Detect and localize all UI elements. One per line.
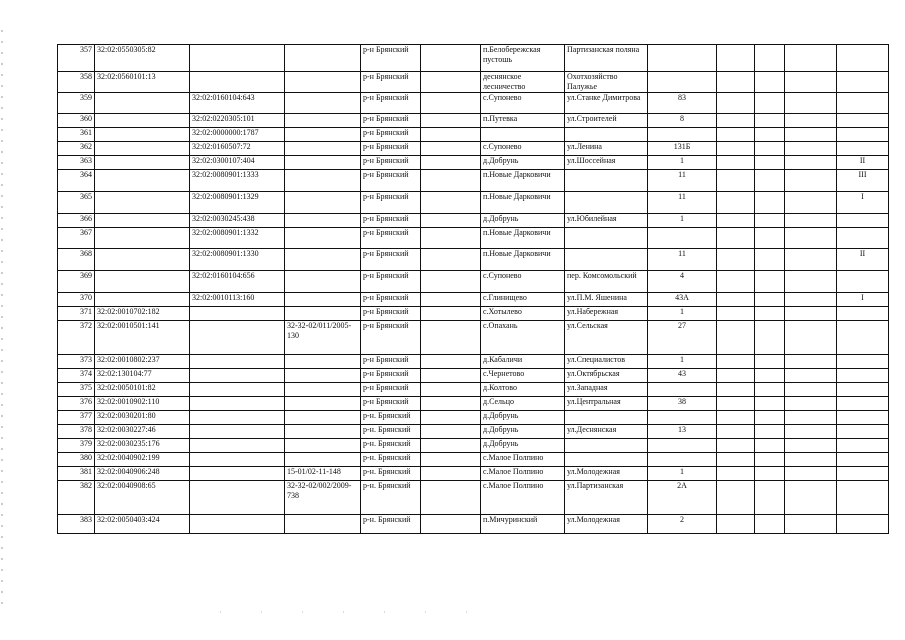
cell-district: р-н Брянский — [361, 93, 421, 114]
cell-house-number: 11 — [648, 249, 717, 271]
cell-house-number: 11 — [648, 170, 717, 192]
cell-settlement: д.Добрунь — [481, 214, 565, 228]
cell-house-number: 2А — [648, 481, 717, 515]
cell-street: ул.Станке Димитрова — [565, 93, 648, 114]
cell-settlement: с.Хотылево — [481, 307, 565, 321]
cell-settlement: д.Сельцо — [481, 397, 565, 411]
cell-row-number: 360 — [58, 114, 95, 128]
cell-cadastral-number-a: 32:02:0040908:65 — [95, 481, 190, 515]
cell-settlement: п.Мичуринский — [481, 515, 565, 534]
cell-cadastral-number-b: 32:02:0080901:1330 — [190, 249, 285, 271]
cell-row-number: 370 — [58, 293, 95, 307]
cell-registration-number: 15-01/02-11-148 — [285, 467, 361, 481]
cell-street: ул.Строителей — [565, 114, 648, 128]
cell-street: ул.Деснянская — [565, 425, 648, 439]
cell-district: р-н. Брянский — [361, 453, 421, 467]
cell-row-number: 367 — [58, 228, 95, 249]
cell-district: р-н. Брянский — [361, 481, 421, 515]
cell-settlement: п.Белобережская пустошь — [481, 45, 565, 72]
cell-house-number: 1 — [648, 355, 717, 369]
cell-street: ул.Центральная — [565, 397, 648, 411]
cell-house-number: 1 — [648, 307, 717, 321]
cell-row-number: 368 — [58, 249, 95, 271]
cell-row-number: 382 — [58, 481, 95, 515]
cell-district: р-н Брянский — [361, 249, 421, 271]
cell-district: р-н Брянский — [361, 293, 421, 307]
cell-house-number: 83 — [648, 93, 717, 114]
cell-row-number: 366 — [58, 214, 95, 228]
cell-row-number: 362 — [58, 142, 95, 156]
cell-street: ул.Октябрьская — [565, 369, 648, 383]
cell-row-number: 357 — [58, 45, 95, 72]
cell-cadastral-number-b: 32:02:0010113:160 — [190, 293, 285, 307]
cell-district: р-н. Брянский — [361, 467, 421, 481]
cell-district: р-н Брянский — [361, 72, 421, 93]
cell-settlement: с.Супонево — [481, 271, 565, 293]
cell-category: III — [837, 170, 889, 192]
cell-district: р-н Брянский — [361, 397, 421, 411]
cell-street: ул.Ленина — [565, 142, 648, 156]
cell-cadastral-number-b: 32:02:0300107:404 — [190, 156, 285, 170]
cell-row-number: 369 — [58, 271, 95, 293]
cell-street: пер. Комсомольский — [565, 271, 648, 293]
cell-street: ул.Западная — [565, 383, 648, 397]
cell-row-number: 376 — [58, 397, 95, 411]
cell-row-number: 383 — [58, 515, 95, 534]
cell-settlement: деснянское лесничество — [481, 72, 565, 93]
cell-settlement: с.Чернетово — [481, 369, 565, 383]
cell-district: р-н Брянский — [361, 128, 421, 142]
cell-street: ул.П.М. Яшенина — [565, 293, 648, 307]
cell-street: ул.Сельская — [565, 321, 648, 355]
cell-district: р-н Брянский — [361, 45, 421, 72]
cell-settlement: с.Опахань — [481, 321, 565, 355]
cell-house-number: 11 — [648, 192, 717, 214]
cell-house-number: 43А — [648, 293, 717, 307]
cell-cadastral-number-a: 32:02:0030227:46 — [95, 425, 190, 439]
cell-district: р-н Брянский — [361, 214, 421, 228]
cell-district: р-н Брянский — [361, 369, 421, 383]
cell-street: ул.Специалистов — [565, 355, 648, 369]
cell-settlement: с.Малое Полпино — [481, 467, 565, 481]
cell-district: р-н Брянский — [361, 271, 421, 293]
cell-cadastral-number-a: 32:02:0050101:82 — [95, 383, 190, 397]
cell-registration-number: 32-32-02/011/2005-130 — [285, 321, 361, 355]
cell-house-number: 13 — [648, 425, 717, 439]
cell-category: II — [837, 156, 889, 170]
cell-district: р-н Брянский — [361, 192, 421, 214]
cell-district: р-н Брянский — [361, 307, 421, 321]
cell-category: I — [837, 293, 889, 307]
cell-street: Партизанская поляна — [565, 45, 648, 72]
cell-district: р-н. Брянский — [361, 439, 421, 453]
cell-cadastral-number-b: 32:02:0080901:1329 — [190, 192, 285, 214]
cell-district: р-н Брянский — [361, 114, 421, 128]
cell-street: ул.Юбилейная — [565, 214, 648, 228]
cell-row-number: 381 — [58, 467, 95, 481]
cell-district: р-н Брянский — [361, 228, 421, 249]
cell-cadastral-number-a: 32:02:0010501:141 — [95, 321, 190, 355]
cell-cadastral-number-a: 32:02:130104:77 — [95, 369, 190, 383]
cell-district: р-н Брянский — [361, 383, 421, 397]
cell-district: р-н Брянский — [361, 355, 421, 369]
cell-house-number: 131Б — [648, 142, 717, 156]
cell-row-number: 379 — [58, 439, 95, 453]
cell-house-number: 43 — [648, 369, 717, 383]
cell-house-number: 4 — [648, 271, 717, 293]
cell-house-number: 2 — [648, 515, 717, 534]
cell-category: II — [837, 249, 889, 271]
cell-district: р-н. Брянский — [361, 411, 421, 425]
cell-cadastral-number-a: 32:02:0040902:199 — [95, 453, 190, 467]
cell-street: ул.Молодежная — [565, 467, 648, 481]
cell-cadastral-number-a: 32:02:0050403:424 — [95, 515, 190, 534]
cell-row-number: 359 — [58, 93, 95, 114]
cell-district: р-н Брянский — [361, 321, 421, 355]
cell-row-number: 372 — [58, 321, 95, 355]
cell-cadastral-number-a: 32:02:0030235:176 — [95, 439, 190, 453]
cell-cadastral-number-b: 32:02:0160507:72 — [190, 142, 285, 156]
cell-settlement: д.Колтово — [481, 383, 565, 397]
cell-district: р-н. Брянский — [361, 515, 421, 534]
cell-cadastral-number-b: 32:02:0160104:643 — [190, 93, 285, 114]
cell-category: I — [837, 192, 889, 214]
cell-district: р-н Брянский — [361, 170, 421, 192]
cell-district: р-н Брянский — [361, 156, 421, 170]
cell-row-number: 378 — [58, 425, 95, 439]
cell-row-number: 373 — [58, 355, 95, 369]
cell-settlement: п.Новые Дарковичи — [481, 170, 565, 192]
cell-row-number: 364 — [58, 170, 95, 192]
cell-house-number: 1 — [648, 467, 717, 481]
cell-registration-number: 32-32-02/002/2009-738 — [285, 481, 361, 515]
cell-settlement: с.Малое Полпино — [481, 481, 565, 515]
cell-street: ул.Партизанская — [565, 481, 648, 515]
cell-cadastral-number-b: 32:02:0220305:101 — [190, 114, 285, 128]
cell-settlement: п.Новые Дарковичи — [481, 249, 565, 271]
cell-cadastral-number-a: 32:02:0030201:80 — [95, 411, 190, 425]
cell-cadastral-number-a: 32:02:0010802:237 — [95, 355, 190, 369]
cell-row-number: 375 — [58, 383, 95, 397]
cell-cadastral-number-b: 32:02:0000000:1787 — [190, 128, 285, 142]
cell-house-number: 8 — [648, 114, 717, 128]
cell-cadastral-number-b: 32:02:0160104:656 — [190, 271, 285, 293]
cell-cadastral-number-a: 32:02:0550305:82 — [95, 45, 190, 72]
cell-street: Охотхозяйство Палужье — [565, 72, 648, 93]
cell-row-number: 363 — [58, 156, 95, 170]
cell-row-number: 365 — [58, 192, 95, 214]
cell-settlement: с.Супонево — [481, 142, 565, 156]
cell-settlement: п.Новые Дарковичи — [481, 192, 565, 214]
cell-street: ул.Молодежная — [565, 515, 648, 534]
cell-cadastral-number-a: 32:02:0040906:248 — [95, 467, 190, 481]
cell-settlement: д.Добрунь — [481, 156, 565, 170]
cell-row-number: 374 — [58, 369, 95, 383]
cell-district: р-н. Брянский — [361, 425, 421, 439]
cell-cadastral-number-b: 32:02:0030245:438 — [190, 214, 285, 228]
cell-row-number: 361 — [58, 128, 95, 142]
cell-cadastral-number-a: 32:02:0560101:13 — [95, 72, 190, 93]
cell-house-number: 1 — [648, 214, 717, 228]
cell-house-number: 38 — [648, 397, 717, 411]
cell-cadastral-number-b: 32:02:0080901:1333 — [190, 170, 285, 192]
cell-cadastral-number-b: 32:02:0080901:1332 — [190, 228, 285, 249]
cell-row-number: 358 — [58, 72, 95, 93]
cell-row-number: 377 — [58, 411, 95, 425]
cell-district: р-н Брянский — [361, 142, 421, 156]
cell-row-number: 380 — [58, 453, 95, 467]
cell-settlement: п.Новые Дарковичи — [481, 228, 565, 249]
cell-house-number: 27 — [648, 321, 717, 355]
cell-settlement: д.Добрунь — [481, 439, 565, 453]
cell-settlement: д.Добрунь — [481, 411, 565, 425]
cell-cadastral-number-a: 32:02:0010702:182 — [95, 307, 190, 321]
cell-settlement: с.Глинищево — [481, 293, 565, 307]
cell-cadastral-number-a: 32:02:0010902:110 — [95, 397, 190, 411]
cell-settlement: с.Супонево — [481, 93, 565, 114]
cell-settlement: д.Кабаличи — [481, 355, 565, 369]
cell-row-number: 371 — [58, 307, 95, 321]
cell-settlement: д.Добрунь — [481, 425, 565, 439]
cell-house-number: 1 — [648, 156, 717, 170]
cell-settlement: с.Малое Полпино — [481, 453, 565, 467]
cell-street: ул.Шоссейная — [565, 156, 648, 170]
cell-settlement: п.Путевка — [481, 114, 565, 128]
cell-street: ул.Набережная — [565, 307, 648, 321]
